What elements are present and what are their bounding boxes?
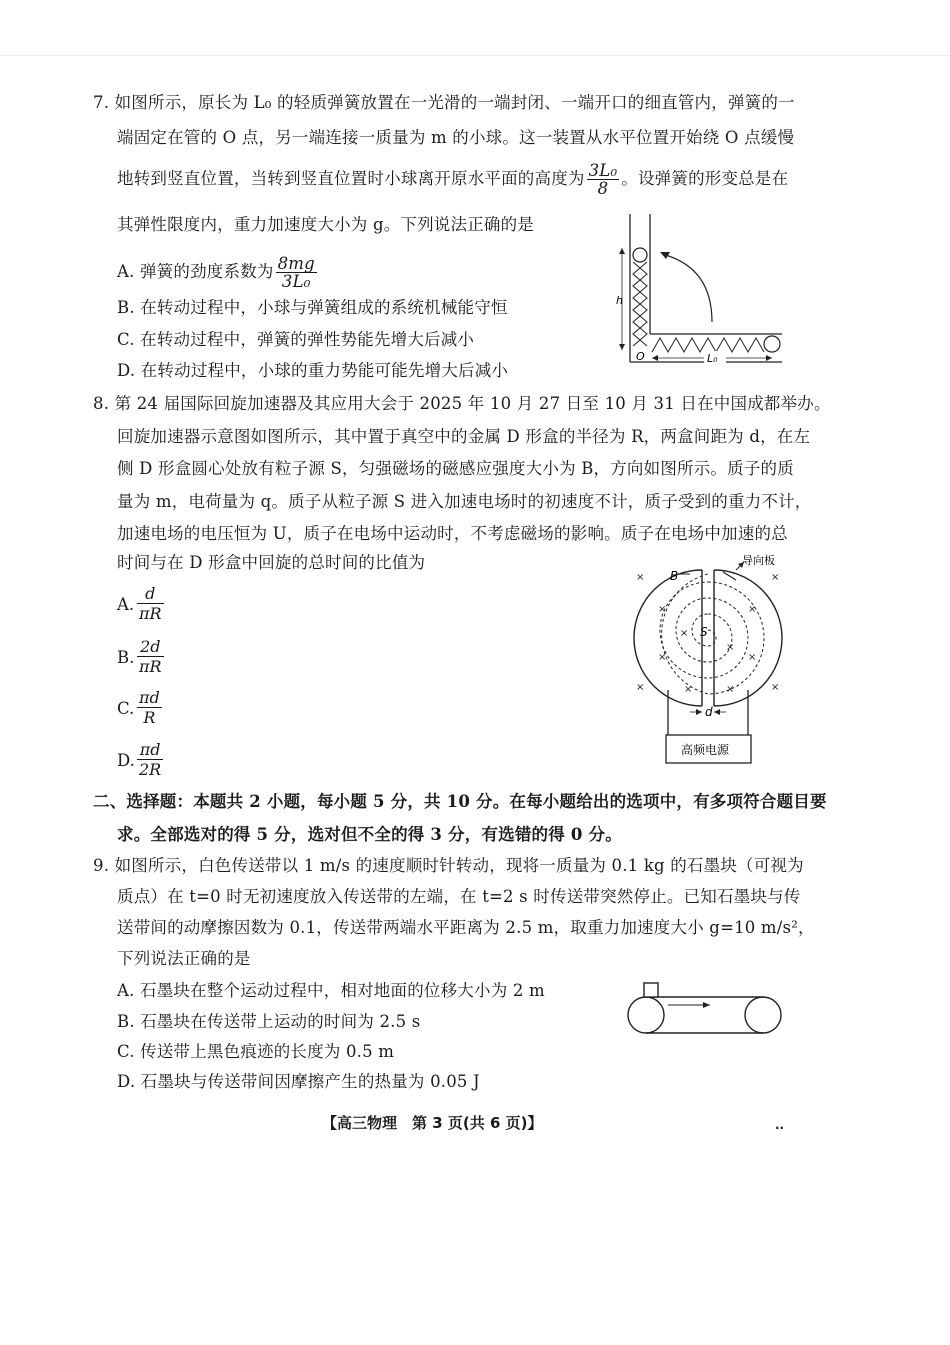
svg-text:×: × [684,684,693,695]
q8-line-1: 8. 第 24 届国际回旋加速器及其应用大会于 2025 年 10 月 27 日至 10 月 31 日在中国成都举办。 [93,394,831,413]
fraction-numerator: 2d [137,637,164,657]
fraction-denominator: 3L₀ [281,272,311,291]
q7-option-b: B. 在转动过程中，小球与弹簧组成的系统机械能守恒 [117,298,508,317]
svg-text:×: × [748,604,757,615]
svg-text:×: × [658,604,667,615]
q8-option-c-label: C. [117,699,135,718]
q7-line-4: 其弹性限度内，重力加速度大小为 g。下列说法正确的是 [117,215,535,234]
fraction-numerator: 3L₀ [588,161,618,180]
fraction-numerator: d [137,584,164,604]
fig-o-label: O [636,350,645,363]
section-2-line-2: 求。全部选对的得 5 分，选对但不全的得 3 分，有选错的得 0 分。 [117,825,622,844]
svg-text:×: × [658,652,667,663]
q8-option-b-label: B. [117,648,135,667]
q8-line-6: 时间与在 D 形盒中回旋的总时间的比值为 [117,553,426,572]
spring-tube-figure [600,212,790,372]
conveyor-belt-figure [622,980,787,1035]
section-2-line-1: 二、选择题：本题共 2 小题，每小题 5 分，共 10 分。在每小题给出的选项中，有多项符合题目要 [93,792,827,811]
q8-option-d-label: D. [117,751,135,770]
graphite-block [644,983,658,997]
q9-option-d: D. 石墨块与传送带间因摩擦产生的热量为 0.05 J [117,1072,480,1091]
q8-line-5: 加速电场的电压恒为 U，质子在电场中运动时，不考虑磁场的影响。质子在电场中加速的总 [117,524,788,543]
fraction-denominator: πR [139,657,162,676]
q8-option-a-fraction [137,584,164,623]
fraction-numerator: πd [139,688,160,707]
q7-height-fraction [587,162,620,197]
q7-option-a [117,255,319,290]
fig-d-label: d [705,705,713,719]
cyclotron-figure [618,550,793,770]
q8-option-b-fraction [137,637,164,676]
fig-l0-label: L₀ [707,352,718,365]
q9-line-1: 9. 如图所示，白色传送带以 1 m/s 的速度顺时针转动，现将一质量为 0.1 kg 的石墨块（可视为 [93,856,804,875]
page-top-edge [0,55,950,56]
q8-option-c-fraction [137,688,162,727]
q9-line-4: 下列说法正确的是 [117,949,251,968]
q7-option-c: C. 在转动过程中，弹簧的弹性势能先增大后减小 [117,330,475,349]
q9-line-3: 送带间的动摩擦因数为 0.1，传送带两端水平距离为 2.5 m，取重力加速度大小 g=10 m/s²， [117,918,815,937]
q8-line-3: 侧 D 形盒圆心处放有粒子源 S，匀强磁场的磁感应强度大小为 B，方向如图所示。质子的质 [117,459,794,478]
q7-option-a-text: A. 弹簧的劲度系数为 [117,262,274,281]
q8-line-2: 回旋加速器示意图如图所示，其中置于真空中的金属 D 形盒的半径为 R，两盒间距为 d，在左 [117,427,811,446]
svg-text:×: × [748,652,757,663]
q7-line-1: 7. 如图所示，原长为 L₀ 的轻质弹簧放置在一光滑的一端封闭、一端开口的细直管内，弹簧的一 [93,93,795,112]
svg-text:×: × [726,642,735,653]
footer-mark: .. [775,1118,785,1132]
fig-h-label: h [616,294,623,307]
svg-text:×: × [726,684,735,695]
svg-text:×: × [680,628,689,639]
fraction-denominator: 2R [139,760,162,779]
fraction-numerator: 8mg [277,254,315,273]
q7-line-3 [117,162,788,197]
svg-text:×: × [636,572,645,583]
q7-line-3-tail: 。设弹簧的形变总是在 [621,169,789,188]
fig-guide-plate-label: 导向板 [742,554,775,567]
svg-text:×: × [771,682,780,693]
q7-line-3-text: 地转到竖直位置，当转到竖直位置时小球离开原水平面的高度为 [117,169,585,188]
q7-option-d: D. 在转动过程中，小球的重力势能可能先增大后减小 [117,361,509,380]
q9-option-b: B. 石墨块在传送带上运动的时间为 2.5 s [117,1012,421,1031]
fraction-denominator: 8 [597,179,609,198]
q7-option-a-fraction [276,255,317,290]
q7-line-2: 端固定在管的 O 点，另一端连接一质量为 m 的小球。这一装置从水平位置开始绕 O 点缓慢 [117,128,795,147]
q9-option-c: C. 传送带上黑色痕迹的长度为 0.5 m [117,1042,395,1061]
fraction-denominator: R [143,708,156,727]
fraction-numerator: πd [137,740,163,760]
page-footer: 【高三物理 第 3 页(共 6 页)】 [322,1114,543,1132]
svg-text:×: × [636,682,645,693]
svg-text:×: × [771,572,780,583]
fig-b-label: B [670,569,679,583]
fraction-denominator: πR [139,604,162,623]
q9-option-a: A. 石墨块在整个运动过程中，相对地面的位移大小为 2 m [117,981,545,1000]
q8-option-a-label: A. [117,595,135,614]
fig-s-label: S [700,625,708,639]
fig-power-label: 高频电源 [681,743,730,757]
q9-line-2: 质点）在 t=0 时无初速度放入传送带的左端，在 t=2 s 时传送带突然停止。已知石墨块与传 [117,887,801,906]
q8-option-d-fraction [137,740,163,779]
q8-line-4: 量为 m，电荷量为 q。质子从粒子源 S 进入加速电场时的初速度不计，质子受到的重力不计， [117,492,812,511]
